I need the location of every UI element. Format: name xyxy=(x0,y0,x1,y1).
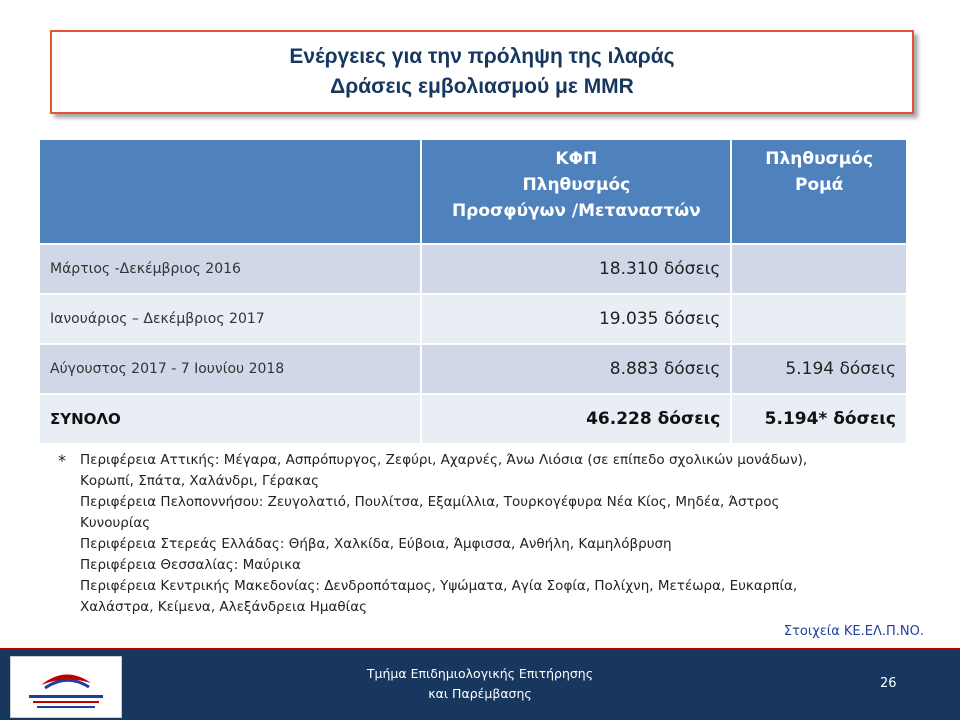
footnote-region xyxy=(58,450,928,492)
region-places: Δενδροπόταμος, Υψώματα, Αγία Σοφία, Πολίχνη, Μετέωρα, Ευκαρπία, xyxy=(324,578,798,594)
region-label: Περιφέρεια Θεσσαλίας: xyxy=(80,557,243,573)
footnote xyxy=(58,450,928,618)
page-number: 26 xyxy=(880,676,897,691)
region-places: Θήβα, Χαλκίδα, Εύβοια, Άμφισσα, Ανθήλη, Καμηλόβρυση xyxy=(288,536,672,552)
source-note: Στοιχεία ΚΕ.ΕΛ.Π.ΝΟ. xyxy=(783,624,924,639)
title-line-2: Δράσεις εμβολιασμού με MMR xyxy=(330,75,634,98)
header-refugees-line: Προσφύγων /Μεταναστών xyxy=(451,201,701,221)
refugees-doses-cell: 19.035 δόσεις xyxy=(421,294,731,344)
footnote-region xyxy=(58,576,928,618)
header-refugees-line: ΚΦΠ xyxy=(555,149,598,169)
region-label: Περιφέρεια Κεντρικής Μακεδονίας: xyxy=(80,578,325,594)
roma-doses-cell xyxy=(731,244,906,294)
refugees-doses-cell: 8.883 δόσεις xyxy=(421,344,731,394)
keelpno-logo xyxy=(10,656,122,718)
table-row xyxy=(40,294,906,344)
header-refugees xyxy=(421,140,731,244)
total-refugees-doses: 46.228 δόσεις xyxy=(421,394,731,443)
header-roma-line: Ρομά xyxy=(795,175,844,195)
region-places-cont: Χαλάστρα, Κείμενα, Αλεξάνδρεια Ημαθίας xyxy=(80,599,368,615)
roma-doses-cell: 5.194 δόσεις xyxy=(731,344,906,394)
footnote-region xyxy=(58,555,928,576)
header-empty xyxy=(40,140,421,244)
vaccination-table xyxy=(40,140,906,443)
footnote-region xyxy=(58,534,928,555)
period-cell: Μάρτιος -Δεκέμβριος 2016 xyxy=(40,244,421,294)
region-places: Μέγαρα, Ασπρόπυργος, Ζεφύρι, Αχαρνές, Άνω Λιόσια (σε επίπεδο σχολικών μονάδων), xyxy=(223,452,808,468)
footer-department xyxy=(300,664,660,704)
header-roma xyxy=(731,140,906,244)
table-row xyxy=(40,244,906,294)
header-roma-line: Πληθυσμός xyxy=(765,149,874,169)
table-total-row xyxy=(40,394,906,443)
table-row xyxy=(40,344,906,394)
footnote-asterisk: * xyxy=(58,451,66,470)
region-places-cont: Κορωπί, Σπάτα, Χαλάνδρι, Γέρακας xyxy=(80,473,320,489)
region-places-cont: Κυνουρίας xyxy=(80,515,151,531)
region-places: Ζευγολατιό, Πουλίτσα, Εξαμίλλια, Τουρκογέφυρα Νέα Κίος, Μηδέα, Άστρος xyxy=(267,494,780,510)
footer-line-2: και Παρέμβασης xyxy=(428,686,532,701)
region-label: Περιφέρεια Στερεάς Ελλάδας: xyxy=(80,536,289,552)
footnote-region xyxy=(58,492,928,534)
title-box xyxy=(50,30,914,114)
total-label: ΣΥΝΟΛΟ xyxy=(40,394,421,443)
region-label: Περιφέρεια Πελοποννήσου: xyxy=(80,494,268,510)
period-cell: Αύγουστος 2017 - 7 Ιουνίου 2018 xyxy=(40,344,421,394)
footer-line-1: Τμήμα Επιδημιολογικής Επιτήρησης xyxy=(366,666,594,681)
total-roma-doses: 5.194* δόσεις xyxy=(731,394,906,443)
roma-doses-cell xyxy=(731,294,906,344)
title-line-1: Ενέργειες για την πρόληψη της ιλαράς xyxy=(289,45,675,68)
period-cell: Ιανουάριος – Δεκέμβριος 2017 xyxy=(40,294,421,344)
table-header-row xyxy=(40,140,906,244)
refugees-doses-cell: 18.310 δόσεις xyxy=(421,244,731,294)
region-places: Μαύρικα xyxy=(242,557,301,573)
region-label: Περιφέρεια Αττικής: xyxy=(80,452,224,468)
header-refugees-line: Πληθυσμός xyxy=(522,175,631,195)
